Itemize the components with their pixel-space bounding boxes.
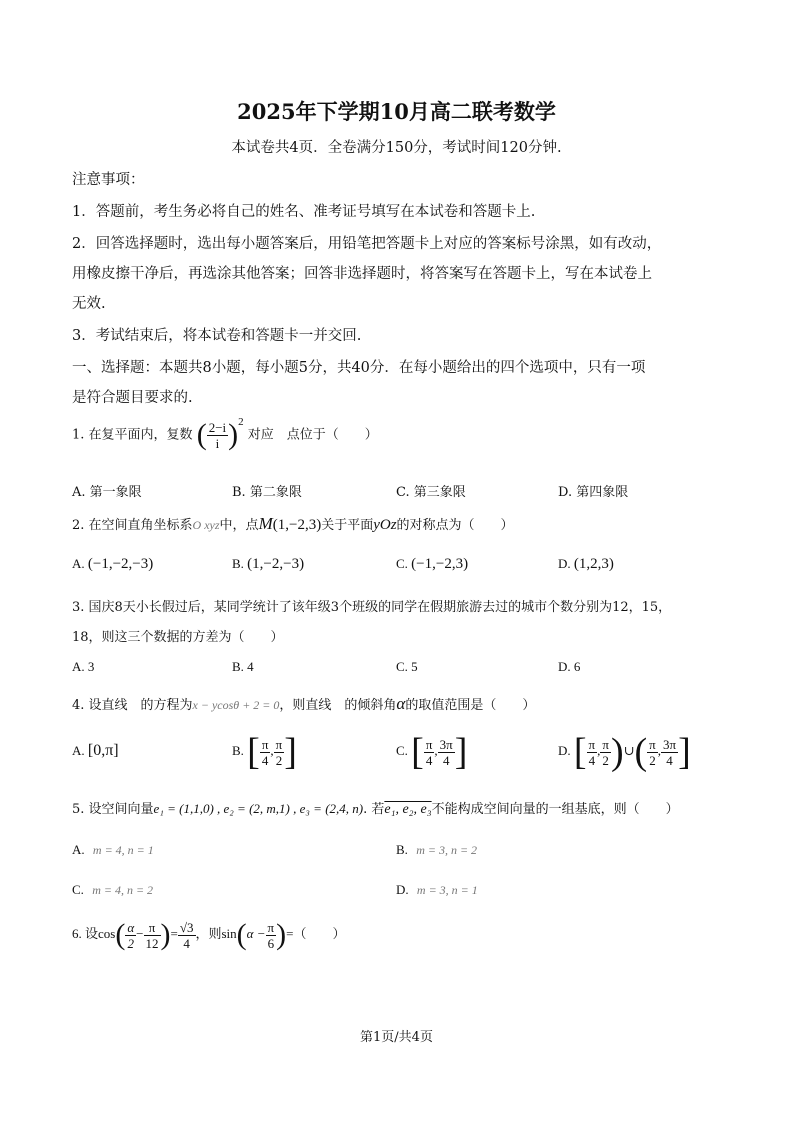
q2-mid2: 关于平面 bbox=[321, 518, 374, 533]
q6-f1-den: 2 bbox=[127, 935, 134, 951]
q3-option-a: A. 3 bbox=[72, 659, 95, 674]
question-2 bbox=[72, 514, 514, 534]
q4-option-c-close: ] bbox=[454, 731, 468, 773]
q2-option-b-label: B. bbox=[232, 556, 244, 571]
q4-option-d-frac-3 bbox=[647, 737, 658, 768]
q2-option-a-value: (−1,−2,−3) bbox=[87, 556, 154, 572]
q4-d-d1: 4 bbox=[588, 752, 596, 768]
q4-d-n3: π bbox=[649, 736, 656, 752]
q6-frac-1 bbox=[125, 920, 136, 951]
q6-close-paren-2: ) bbox=[276, 918, 287, 951]
q2-prefix: 2. 在空间直角坐标系 bbox=[72, 518, 193, 533]
q4-b-n2: π bbox=[275, 736, 283, 752]
q5-vector-set: e₁, e₂, e₃ bbox=[384, 802, 432, 817]
q5-option-d-value: m = 3, n = 1 bbox=[416, 883, 478, 897]
q6-prefix: 6. 设cos bbox=[72, 925, 116, 941]
exam-title: 2025年下学期10月高二联考数学 bbox=[237, 99, 556, 124]
q4-option-b-frac-2 bbox=[274, 737, 285, 768]
q5-option-d bbox=[396, 882, 478, 898]
q4-d-n1: π bbox=[588, 736, 596, 752]
page-footer: 第1页/共4页 bbox=[360, 1030, 433, 1045]
q6-rhs-num: √3 bbox=[179, 919, 194, 935]
q1-frac-denominator: i bbox=[215, 435, 220, 451]
question-1 bbox=[72, 418, 378, 452]
q5-option-b-value: m = 3, n = 2 bbox=[416, 843, 478, 857]
q1-open-paren: ( bbox=[196, 418, 207, 451]
q1-suffix: 对应 点位于（ ） bbox=[247, 427, 378, 443]
q4-option-d-union: ∪ bbox=[623, 742, 635, 758]
q4-option-a-value: [0,π] bbox=[87, 742, 119, 759]
q4-option-d-label: D. bbox=[558, 742, 571, 758]
q4-equation: x − ycosθ + 2 = 0 bbox=[192, 698, 280, 712]
q4-prefix: 4. 设直线 的方程为 bbox=[72, 698, 193, 713]
question-6: 6. 设cos( $\frac{\alpha}{2}$ − $\frac{\pi}{12}$ )= $\frac{√3}{4}$ ，则sin(α − $\frac{\pi}{6}$ )=（ ） bbox=[72, 918, 346, 951]
q2-option-b-value: (1,−2,−3) bbox=[247, 556, 305, 572]
q3-option-b: B. 4 bbox=[232, 659, 254, 674]
q4-option-b-open: [ bbox=[247, 731, 260, 773]
q4-option-c-open: [ bbox=[411, 731, 424, 773]
q4-c-d1: 4 bbox=[425, 752, 433, 768]
q6-close-paren-1: ) bbox=[160, 918, 171, 951]
q5-option-b bbox=[396, 842, 477, 858]
q5-prefix: 5. 设空间向量 bbox=[72, 802, 154, 817]
q1-option-b: B. 第二象限 bbox=[232, 485, 302, 500]
q5-option-a bbox=[72, 842, 154, 858]
q3-line-1: 3. 国庆8天小长假过后，某同学统计了该年级3个班级的同学在假期旅游去过的城市个数分别为12，15， bbox=[72, 600, 672, 615]
notes-heading: 注意事项： bbox=[72, 172, 145, 188]
q2-option-c-label: C. bbox=[396, 556, 408, 571]
q4-c-d2: 4 bbox=[442, 752, 450, 768]
q6-frac-2 bbox=[144, 920, 161, 951]
q6-f3-den: 6 bbox=[267, 935, 275, 951]
q4-option-c: C. [ $\frac{\pi}{4}$ , $\frac{3\pi}{4}$ ] bbox=[396, 731, 468, 773]
q4-d-d4: 4 bbox=[666, 752, 673, 768]
q6-mid: ，则sin bbox=[195, 925, 237, 941]
q1-option-a: A. 第一象限 bbox=[72, 485, 142, 500]
q4-option-b: B. [ $\frac{\pi}{4}$ , $\frac{\pi}{2}$ ] bbox=[232, 731, 297, 773]
q4-option-d-close-2: ] bbox=[678, 731, 691, 773]
question-5 bbox=[72, 798, 679, 818]
q4-option-b-frac-1 bbox=[260, 737, 271, 768]
q4-option-a bbox=[72, 742, 119, 760]
q2-coords: (1,−2,3) bbox=[272, 517, 322, 533]
q1-option-c: C. 第三象限 bbox=[396, 485, 466, 500]
q5-option-c-value: m = 4, n = 2 bbox=[92, 883, 154, 897]
q4-option-d: D. [ $\frac{\pi}{4}$ , $\frac{\pi}{2}$ )∪( $\frac{\pi}{2}$ , $\frac{3\pi}{4}$ ] bbox=[558, 731, 691, 773]
q5-mid: . 若 bbox=[363, 802, 385, 817]
q6-f3-num: π bbox=[267, 919, 275, 935]
q6-f1-num: α bbox=[127, 919, 135, 935]
q2-option-a bbox=[72, 556, 153, 573]
q2-option-b bbox=[232, 556, 304, 573]
q6-frac-3 bbox=[266, 920, 277, 951]
q4-b-d1: 4 bbox=[261, 752, 269, 768]
note-2-line-3: 无效. bbox=[72, 296, 106, 312]
note-1: 1．答题前，考生务必将自己的姓名、准考证号填写在本试卷和答题卡上. bbox=[72, 204, 536, 220]
q5-suffix: 不能构成空间向量的一组基底，则（ ） bbox=[431, 802, 679, 817]
q4-option-b-close: ] bbox=[284, 731, 297, 773]
q5-option-c-label: C. bbox=[72, 882, 84, 897]
note-3: 3．考试结束后，将本试卷和答题卡一并交回. bbox=[72, 328, 362, 344]
q6-open-paren-2: ( bbox=[236, 918, 247, 951]
q2-option-c bbox=[396, 556, 468, 573]
q5-option-d-label: D. bbox=[396, 882, 409, 897]
q1-option-d: D. 第四象限 bbox=[558, 485, 629, 500]
q4-b-d2: 2 bbox=[275, 752, 283, 768]
q2-mid: 中，点 bbox=[219, 518, 259, 533]
q2-option-c-value: (−1,−2,3) bbox=[411, 556, 469, 572]
q4-option-b-label: B. bbox=[232, 742, 244, 758]
q6-rhs-frac bbox=[178, 920, 196, 951]
q4-option-d-close-1: ) bbox=[610, 731, 624, 773]
q2-point: M bbox=[258, 514, 273, 533]
q4-d-n4: 3π bbox=[663, 736, 677, 752]
q5-option-c bbox=[72, 882, 153, 898]
q4-d-d3: 2 bbox=[649, 752, 656, 768]
q4-b-n1: π bbox=[261, 736, 269, 752]
q2-option-d-value: (1,2,3) bbox=[573, 556, 614, 572]
q5-option-a-value: m = 4, n = 1 bbox=[92, 843, 154, 857]
q4-option-d-frac-4 bbox=[661, 737, 678, 768]
q6-f2-den: 12 bbox=[145, 935, 159, 951]
q4-d-n2: π bbox=[602, 736, 609, 752]
note-2-line-1: 2．回答选择题时，选出每小题答案后，用铅笔把答题卡上对应的答案标号涂黑，如有改动， bbox=[72, 236, 662, 252]
q1-frac-numerator: 2−i bbox=[208, 419, 227, 435]
q2-option-a-label: A. bbox=[72, 556, 85, 571]
q4-option-c-frac-1 bbox=[424, 737, 435, 768]
q1-close-paren: ) bbox=[228, 418, 239, 451]
q1-prefix: 1. 在复平面内，复数 bbox=[72, 427, 193, 443]
q2-plane: yOz bbox=[373, 517, 397, 533]
exam-subtitle: 本试卷共4页．全卷满分150分，考试时间120分钟. bbox=[231, 140, 562, 156]
q4-alpha: α bbox=[396, 694, 406, 713]
section-1-line-1: 一、选择题：本题共8小题，每小题5分，共40分．在每小题给出的四个选项中，只有一项 bbox=[72, 360, 646, 376]
q2-option-d bbox=[558, 556, 614, 573]
q2-coordinate-system: O xyz bbox=[192, 518, 220, 532]
question-4 bbox=[72, 694, 535, 714]
q4-option-c-label: C. bbox=[396, 742, 408, 758]
q6-rhs-den: 4 bbox=[183, 935, 190, 951]
q3-option-d: D. 6 bbox=[558, 659, 581, 674]
q6-open-paren-1: ( bbox=[115, 918, 126, 951]
q4-option-a-label: A. bbox=[72, 743, 85, 758]
q3-option-c: C. 5 bbox=[396, 659, 418, 674]
q6-f2-num: π bbox=[144, 920, 161, 936]
q4-option-d-open-1: [ bbox=[573, 731, 587, 773]
q1-fraction bbox=[207, 420, 228, 451]
q4-option-d-frac-2 bbox=[600, 737, 611, 768]
q6-alpha: α − bbox=[246, 925, 266, 941]
q5-option-a-label: A. bbox=[72, 842, 85, 857]
section-1-line-2: 是符合题目要求的. bbox=[72, 390, 193, 406]
q4-mid: ，则直线 的倾斜角 bbox=[279, 698, 397, 713]
q5-option-b-label: B. bbox=[396, 842, 408, 857]
q5-vectors: e₁ = (1,1,0) , e₂ = (2, m,1) , e₃ = (2,4, n) bbox=[153, 801, 364, 816]
q4-d-d2: 2 bbox=[602, 752, 609, 768]
q1-exponent: 2 bbox=[238, 416, 244, 428]
q4-c-n2: 3π bbox=[439, 736, 453, 752]
note-2-line-2: 用橡皮擦干净后，再选涂其他答案；回答非选择题时，将答案写在答题卡上，写在本试卷上 bbox=[72, 266, 652, 282]
q4-c-n1: π bbox=[425, 736, 433, 752]
q4-suffix: 的取值范围是（ ） bbox=[405, 698, 536, 713]
q6-suffix: =（ ） bbox=[286, 925, 346, 941]
q2-suffix: 的对称点为（ ） bbox=[396, 518, 514, 533]
q3-line-2: 18，则这三个数据的方差为（ ） bbox=[72, 630, 284, 645]
q4-option-c-frac-2 bbox=[438, 737, 455, 768]
q2-option-d-label: D. bbox=[558, 556, 571, 571]
q4-option-d-open-2: ( bbox=[634, 731, 648, 773]
q4-option-d-frac-1 bbox=[587, 737, 598, 768]
